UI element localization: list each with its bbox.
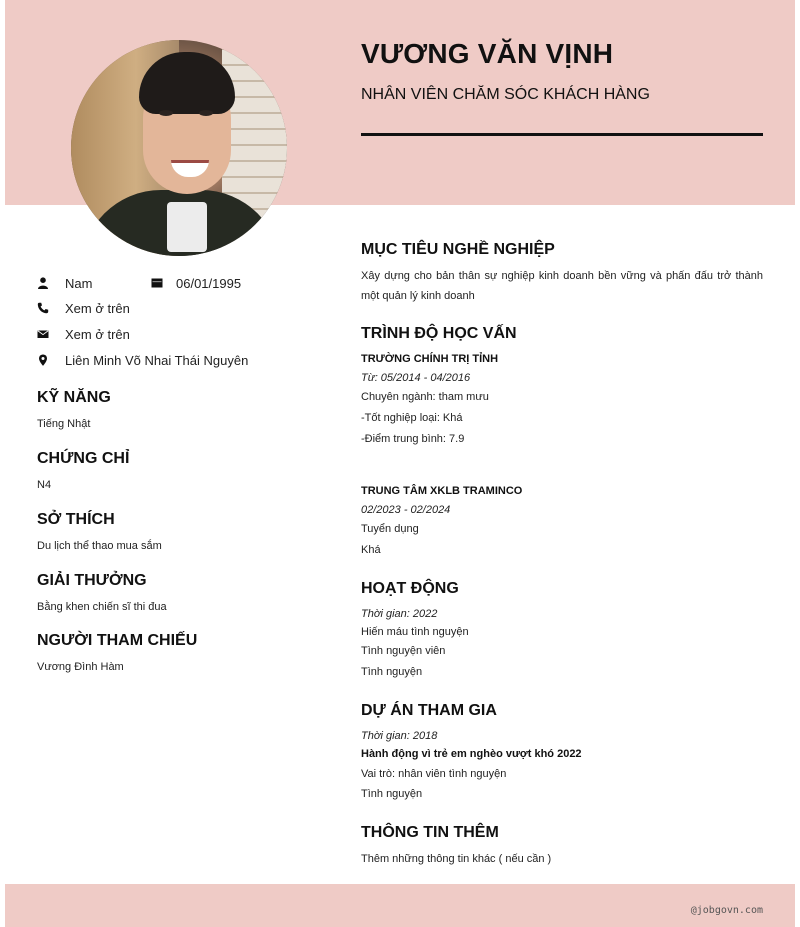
profile-photo — [71, 40, 287, 256]
project-line: Tình nguyện — [361, 788, 423, 800]
skills-text: Tiếng Nhật — [37, 418, 91, 430]
person-icon — [37, 277, 49, 289]
hobbies-heading: SỞ THÍCH — [37, 511, 115, 528]
footer-band — [5, 884, 795, 927]
education-line: Tuyển dụng — [361, 523, 419, 535]
references-text: Vương Đình Hàm — [37, 661, 124, 673]
awards-heading: GIẢI THƯỞNG — [37, 572, 147, 589]
education-school-2: TRUNG TÂM XKLB TRAMINCO — [361, 485, 523, 497]
photo-eye-right — [199, 110, 213, 116]
location-pin-icon — [37, 354, 49, 366]
activities-heading: HOẠT ĐỘNG — [361, 580, 459, 597]
photo-collar — [167, 202, 207, 252]
project-line: Vai trò: nhân viên tình nguyện — [361, 768, 507, 780]
education-line: -Tốt nghiệp loại: Khá — [361, 412, 463, 424]
education-period-2: 02/2023 - 02/2024 — [361, 504, 451, 516]
gender-value: Nam — [65, 275, 93, 291]
activities-line: Hiến máu tình nguyện — [361, 626, 469, 638]
certificates-text: N4 — [37, 479, 52, 491]
email-value: Xem ở trên — [65, 326, 130, 342]
projects-period: Thời gian: 2018 — [361, 730, 438, 742]
title-divider — [361, 133, 763, 136]
more-info-text: Thêm những thông tin khác ( nếu cần ) — [361, 853, 552, 865]
education-period-1: Từ: 05/2014 - 04/2016 — [361, 372, 471, 384]
education-line: -Điểm trung bình: 7.9 — [361, 433, 465, 445]
phone-icon — [37, 302, 49, 314]
skills-heading: KỸ NĂNG — [37, 389, 111, 406]
education-line: Khá — [361, 544, 381, 556]
photo-eye-left — [159, 110, 173, 116]
contact-phone — [37, 299, 130, 317]
references-heading: NGƯỜI THAM CHIẾU — [37, 632, 198, 649]
contact-dob — [151, 274, 241, 292]
education-school-1: TRƯỜNG CHÍNH TRỊ TỈNH — [361, 353, 499, 365]
activities-period: Thời gian: 2022 — [361, 608, 438, 620]
calendar-icon — [151, 277, 163, 289]
candidate-job-title: NHÂN VIÊN CHĂM SÓC KHÁCH HÀNG — [361, 86, 650, 103]
certificates-heading: CHỨNG CHỈ — [37, 450, 130, 467]
project-name: Hành động vì trẻ em nghèo vượt khó 2022 — [361, 748, 582, 760]
dob-value: 06/01/1995 — [176, 275, 242, 291]
footer-watermark: @jobgovn.com — [690, 905, 763, 916]
education-heading: TRÌNH ĐỘ HỌC VẤN — [361, 325, 517, 342]
objective-heading: MỤC TIÊU NGHỀ NGHIỆP — [361, 241, 555, 258]
mail-icon — [37, 328, 49, 340]
activities-line: Tình nguyện — [361, 666, 423, 678]
objective-text: Xây dựng cho bản thân sự nghiệp kinh doanh bền vững và phấn đấu trở thành một quản lý kinh doanh — [361, 270, 763, 302]
education-line: Chuyên ngành: tham mưu — [361, 391, 489, 403]
activities-line: Tình nguyện viên — [361, 645, 446, 657]
hobbies-text: Du lịch thể thao mua sắm — [37, 540, 162, 552]
contact-email — [37, 325, 130, 343]
more-info-heading: THÔNG TIN THÊM — [361, 824, 499, 841]
contact-gender — [37, 274, 92, 292]
projects-heading: DỰ ÁN THAM GIA — [361, 702, 497, 719]
contact-address — [37, 351, 248, 369]
candidate-name: VƯƠNG VĂN VỊNH — [361, 38, 614, 69]
address-value: Liên Minh Võ Nhai Thái Nguyên — [65, 352, 249, 368]
phone-value: Xem ở trên — [65, 300, 130, 316]
awards-text: Bằng khen chiến sĩ thi đua — [37, 601, 167, 613]
